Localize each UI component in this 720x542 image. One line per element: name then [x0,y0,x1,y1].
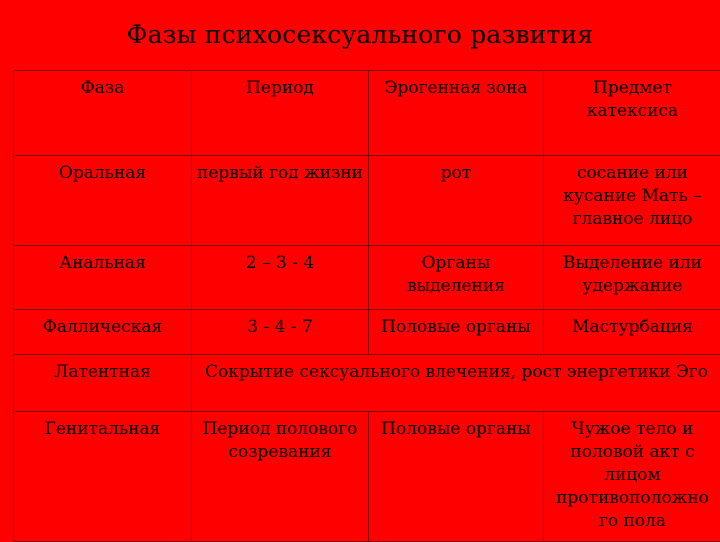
table-cell: Выделение или удержание [544,246,720,310]
table-cell: Половые органы [369,310,544,355]
table-cell: 3 - 4 - 7 [192,310,369,355]
phases-table [13,70,720,542]
table-cell: 2 – 3 - 4 [192,246,369,310]
table-cell: Мастурбация [544,310,720,355]
table-cell: сосание или кусание Мать – главное лицо [544,156,720,246]
table-row [14,156,720,246]
table-cell: рот [369,156,544,246]
table-row [14,355,720,412]
table-cell-merged: Сокрытие сексуального влечения, рост энергетики Эго [192,355,720,412]
table-cell: Фаллическая [14,310,192,355]
table-header-row [14,71,720,156]
table-row [14,412,720,542]
header-cell-period: Период [192,71,369,156]
header-cell-phase: Фаза [14,71,192,156]
table-cell: Оральная [14,156,192,246]
header-cell-zone: Эрогенная зона [369,71,544,156]
table-cell: Половые органы [369,412,544,542]
header-cell-cathexis: Предмет катексиса [544,71,720,156]
table-row [14,310,720,355]
table-row [14,246,720,310]
slide-title: Фазы психосексуального развития [0,20,720,49]
table-cell: Чужое тело и половой акт с лицом противоположно го пола [544,412,720,542]
table-cell: первый год жизни [192,156,369,246]
table-cell: Органы выделения [369,246,544,310]
table-cell: Латентная [14,355,192,412]
table-cell: Анальная [14,246,192,310]
table-cell: Период полового созревания [192,412,369,542]
table-cell: Генитальная [14,412,192,542]
